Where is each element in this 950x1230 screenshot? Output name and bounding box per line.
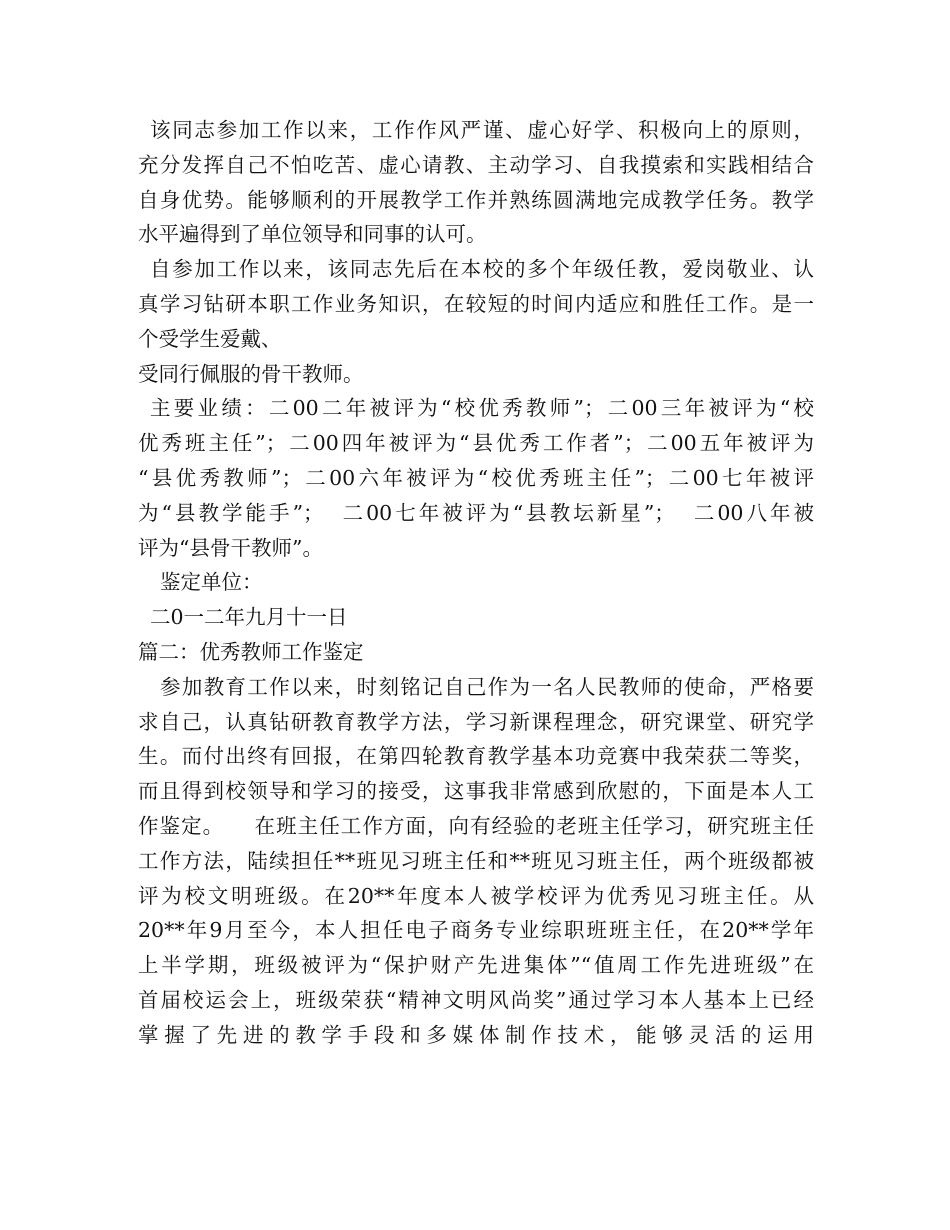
text-line: 自参加工作以来，该同志先后在本校的多个年级任教，爱岗敬业、认 <box>150 257 814 282</box>
text-line: 该同志参加工作以来，工作作风严谨、虚心好学、积极向上的原则， <box>150 118 814 142</box>
text-line: 真学习钻研本职工作业务知识，在较短的时间内适应和胜任工作。是一 <box>138 291 814 316</box>
text-line: 自身优势。能够顺利的开展教学工作并熟练圆满地完成教学任务。教学 <box>138 187 814 212</box>
text-line: 主要业绩：二00二年被评为“校优秀教师”；二00三年被评为“校 <box>150 396 814 421</box>
text-line: 评为校文明班级。在20**年度本人被学校评为优秀见习班主任。从 <box>138 883 814 908</box>
text-line: 个受学生爱戴、 <box>138 326 282 351</box>
text-line: 受同行佩服的骨干教师。 <box>138 361 364 386</box>
text-line: 掌握了先进的教学手段和多媒体制作技术，能够灵活的运用 <box>138 1022 814 1047</box>
text-line: 充分发挥自己不怕吃苦、虚心请教、主动学习、自我摸索和实践相结合 <box>138 152 814 177</box>
text-line: 首届校运会上，班级荣获“精神文明风尚奖”通过学习本人基本上已经 <box>138 987 814 1012</box>
text-line: 上半学期，班级被评为“保护财产先进集体”“值周工作先进班级”在 <box>138 953 814 978</box>
text-line: 篇二：优秀教师工作鉴定 <box>138 639 364 664</box>
text-line: 工作方法，陆续担任**班见习班主任和**班见习班主任，两个班级都被 <box>138 848 814 873</box>
document-page <box>138 113 814 1053</box>
text-line: 作鉴定。 在班主任工作方面，向有经验的老班主任学习，研究班主任 <box>138 813 814 838</box>
text-line: 优秀班主任”；二00四年被评为“县优秀工作者”；二00五年被评为 <box>138 431 814 456</box>
text-line: 求自己，认真钻研教育教学方法，学习新课程理念，研究课堂、研究学 <box>138 709 814 734</box>
text-line: 水平遍得到了单位领导和同事的认可。 <box>138 222 487 247</box>
text-line: 而且得到校领导和学习的接受，这事我非常感到欣慰的，下面是本人工 <box>138 779 814 804</box>
text-line: 生。而付出终有回报，在第四轮教育教学基本功竞赛中我荣获二等奖， <box>138 744 814 769</box>
text-line: “县优秀教师”；二00六年被评为“校优秀班主任”；二00七年被评 <box>138 465 814 490</box>
text-line: 20**年9月至今，本人担任电子商务专业综职班班主任，在20**学年 <box>138 918 814 943</box>
text-line: 参加教育工作以来，时刻铭记自己作为一名人民教师的使命，严格要 <box>160 674 814 699</box>
text-line: 为“县教学能手”； 二00七年被评为“县教坛新星”； 二00八年被 <box>138 500 814 525</box>
text-line: 二0一二年九月十一日 <box>150 605 348 630</box>
text-line: 鉴定单位： <box>160 570 263 595</box>
text-line: 评为“县骨干教师”。 <box>138 535 323 560</box>
